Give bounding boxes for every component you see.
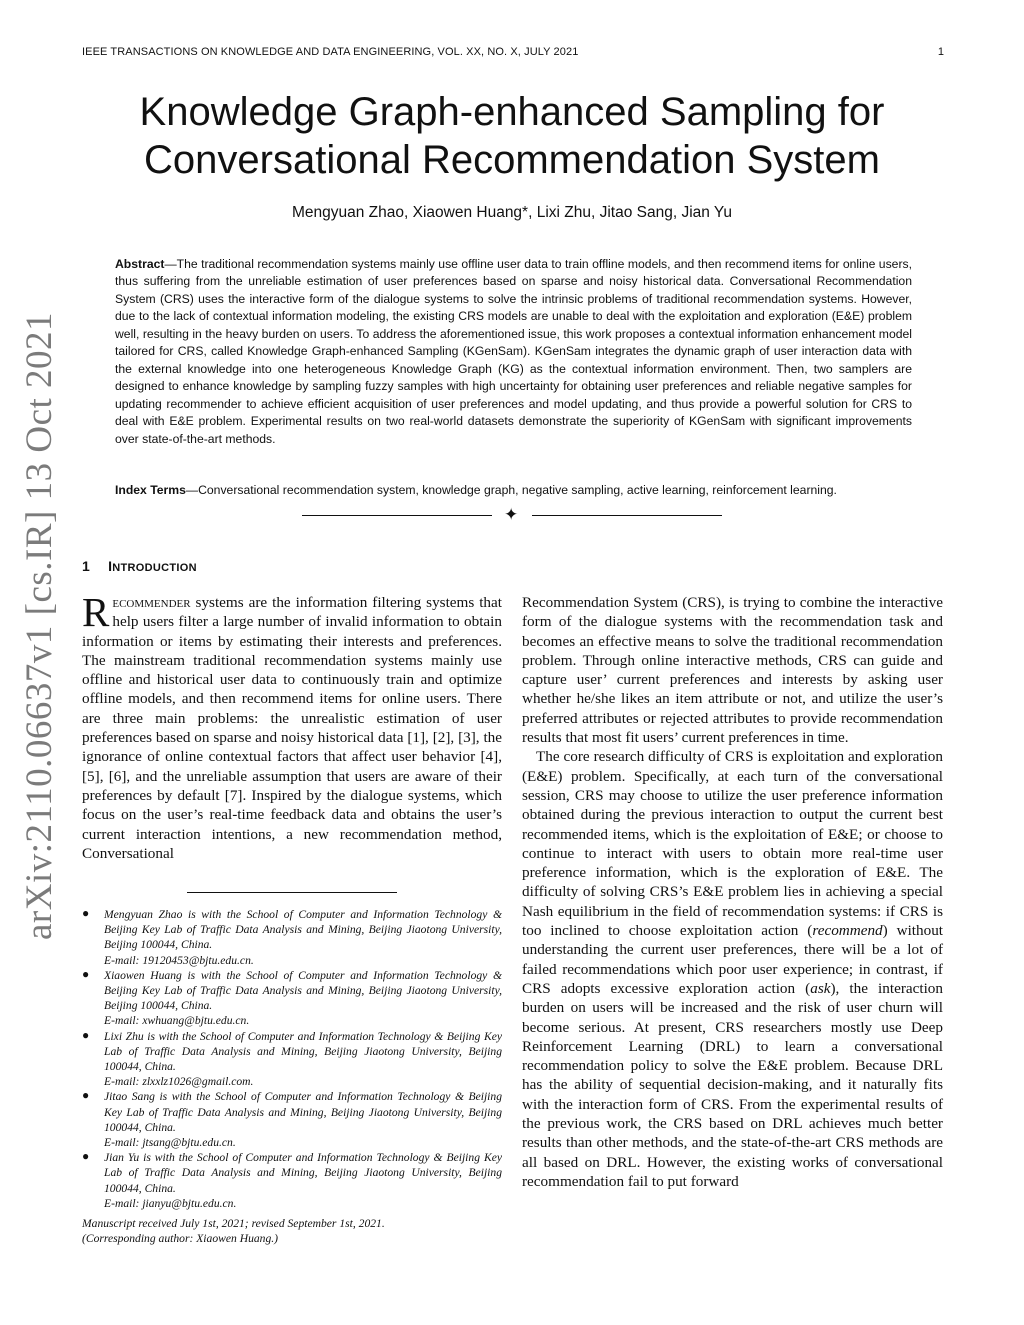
manuscript-received: Manuscript received July 1st, 2021; revised September 1st, 2021. (82, 1217, 385, 1230)
page-number: 1 (937, 46, 944, 58)
bullet-icon: ● (82, 1149, 90, 1164)
footnote-email: E-mail: 19120453@bjtu.edu.cn. (104, 953, 254, 967)
index-terms-text: —Conversational recommendation system, knowledge graph, negative sampling, active learning, reinforcement learning. (185, 483, 837, 497)
divider-diamond-icon: ✦ (504, 505, 519, 524)
title-line-2: Conversational Recommendation System (144, 138, 880, 182)
intro-paragraph-2: Recommendation System (CRS), is trying to combine the interactive form of the dialogue systems with the recommendation task and becomes an effective means to solve the traditional recommendation problem. Through online interactive methods, CRS can guide and capture user’ current preferences and interests by asking user whether he/she likes an item attribute or not, and utilize the user’s preferred attributes or rejected attributes to provide recommendation results that most fit users’ current preferences in time. (522, 594, 943, 747)
bullet-icon: ● (82, 966, 90, 981)
divider-rule-left (302, 515, 492, 516)
divider-rule-right (532, 515, 722, 516)
section-divider (302, 507, 722, 525)
action-ask: ask (810, 979, 831, 997)
bullet-icon: ● (82, 1088, 90, 1103)
body-column-right (522, 593, 943, 1191)
abstract-label: Abstract (115, 257, 165, 271)
footnote-item (82, 968, 502, 1029)
footnote-text: Xiaowen Huang is with the School of Computer and Information Technology & Beijing Key Lab of Traffic Data Analysis and Mining, Beijing Jiaotong University, Beijing 100044, China. (104, 968, 502, 1013)
footnote-email: E-mail: zlxxlz1026@gmail.com. (104, 1075, 254, 1089)
para-3-part-a: The core research difficulty of CRS is exploitation and exploration (E&E) problem. Specifically, at each turn of the conversational session, CRS may choose to utilize the user preference information obtained during the previous interaction to output the current best recommended items, which is the exploitation of E&E; or choose to continue to interact with users to obtain more real-time user preference information, which is the exploration of E&E. The difficulty of solving CRS’s E&E problem lies in achieving a special Nash equilibrium in the field of recommendation systems: if CRS is too inclined to choose exploitation action ( (522, 748, 943, 940)
manuscript-note (82, 1216, 502, 1246)
footnote-item (82, 1029, 502, 1090)
footnote-item (82, 1150, 502, 1211)
bullet-icon: ● (82, 906, 90, 920)
intro-paragraph-1 (82, 589, 502, 863)
para-3-part-b: ) without understanding the current user preferences, there will be a lot of failed recommendations which poor user experience; in contrast, if CRS adopts excessive exploration action ( (522, 922, 944, 997)
footnote-item (82, 1089, 502, 1150)
bullet-icon: ● (82, 1027, 90, 1042)
footnote-email: E-mail: jianyu@bjtu.edu.cn. (104, 1196, 237, 1210)
action-recommend: recommend (812, 922, 883, 940)
arxiv-stamp: arXiv:2110.06637v1 [cs.IR] 13 Oct 2021 (19, 311, 60, 940)
running-head: IEEE TRANSACTIONS ON KNOWLEDGE AND DATA ENGINEERING, VOL. XX, NO. X, JULY 2021 (82, 46, 579, 58)
body-column-left (82, 589, 502, 863)
footnote-text: Jitao Sang is with the School of Computer and Information Technology & Beijing Key Lab of Traffic Data Analysis and Mining, Beijing Jiaotong University, Beijing 100044, China. (104, 1090, 502, 1134)
corresponding-author: (Corresponding author: Xiaowen Huang.) (82, 1232, 279, 1246)
index-terms (115, 482, 915, 499)
footnote-rule (187, 892, 397, 893)
author-footnotes (82, 907, 502, 1211)
title-line-1: Knowledge Graph-enhanced Sampling for (139, 90, 885, 134)
footnote-text: Lixi Zhu is with the School of Computer and Information Technology & Beijing Key Lab of Traffic Data Analysis and Mining, Beijing Jiaotong University, Beijing 100044, China. (104, 1029, 502, 1074)
section-initial: I (108, 558, 113, 574)
smallcaps-lead: ecommender (112, 594, 191, 611)
para-3-part-c: ), the interaction burden on users will be increased and the risk of user churn will become serious. At present, CRS researchers mostly use Deep Reinforcement Learning (DRL) to learn a conversational recommendation policy to solve the E&E problem. Because DRL has the ability of sequential decision-making, and it naturally fits with the interaction form of CRS. From the experimental results of the previous work, the CRS based on DRL achieves much better results than other methods, and the state-of-the-art CRS methods are all based on DRL. However, the existing works of conversational recommendation fail to put forward (522, 979, 943, 1190)
footnote-item (82, 907, 502, 968)
index-terms-label: Index Terms (115, 483, 186, 497)
footnote-text: Jian Yu is with the School of Computer and Information Technology & Beijing Key Lab of Traffic Data Analysis and Mining, Beijing Jiaotong University, Beijing 100044, China. (104, 1151, 502, 1195)
footnote-text: Mengyuan Zhao is with the School of Computer and Information Technology & Beijing Key Lab of Traffic Data Analysis and Mining, Beijing Jiaotong University, Beijing 100044, China. (104, 908, 502, 952)
intro-paragraph-1-text: systems are the information filtering systems that help users filter a large number of invalid information to obtain information or items by estimating their interests and preferences. The mainstream traditional recommendation systems mainly use offline and historical user data to continuously train and optimize offline models, and then recommend items for online users. There are three main problems: the unrealistic estimation of user preferences based on sparse and noisy historical data [1], [2], [3], the ignorance of online contextual factors that affect user behavior [4], [5], [6], and the unreliable assumption that users are aware of their preferences by default [7]. Inspired by the dialogue systems, which focus on the user’s real-time feedback data and obtains the user’s current interaction intentions, a new recommendation method, Conversational (82, 594, 502, 862)
author-list: Mengyuan Zhao, Xiaowen Huang*, Lixi Zhu, Jitao Sang, Jian Yu (291, 204, 733, 221)
intro-paragraph-3 (522, 747, 943, 1191)
paper-title (80, 88, 944, 184)
footnote-email: E-mail: jtsang@bjtu.edu.cn. (104, 1136, 236, 1150)
abstract (115, 256, 912, 448)
section-heading (82, 558, 197, 574)
section-number: 1 (82, 558, 91, 574)
abstract-text: —The traditional recommendation systems mainly use offline user data to train offline models, and then recommend items for online users, thus suffering from the unreliable estimation of user preferences based on sparse and noisy historical data. Conversational Recommendation System (CRS) uses the interactive form of the dialogue systems to solve the intrinsic problems of traditional recommendation systems. However, due to the lack of contextual information modeling, the existing CRS models are unable to deal with the exploitation and exploration (E&E) problem well, resulting in the heavy burden on users. To address the aforementioned issue, this work proposes a contextual information enhancement model tailored for CRS, called Knowledge Graph-enhanced Sampling (KGenSam). KGenSam integrates the dynamic graph of user interaction data with the external knowledge into one heterogeneous Knowledge Graph (KG) as the contextual information environment. Then, two samplers are designed to enhance knowledge by sampling fuzzy samples with high uncertainty for obtaining user preferences and reliable negative samples for updating recommender to achieve efficient acquisition of user preferences and model updating, and thus provide a powerful solution for CRS to deal with E&E problem. Experimental results on two real-world datasets demonstrate the superiority of KGenSam with significant improvements over state-of-the-art methods. (115, 257, 912, 446)
footnote-email: E-mail: xwhuang@bjtu.edu.cn. (104, 1014, 250, 1028)
section-title-rest: NTRODUCTION (112, 562, 197, 574)
drop-cap: R (82, 589, 110, 635)
